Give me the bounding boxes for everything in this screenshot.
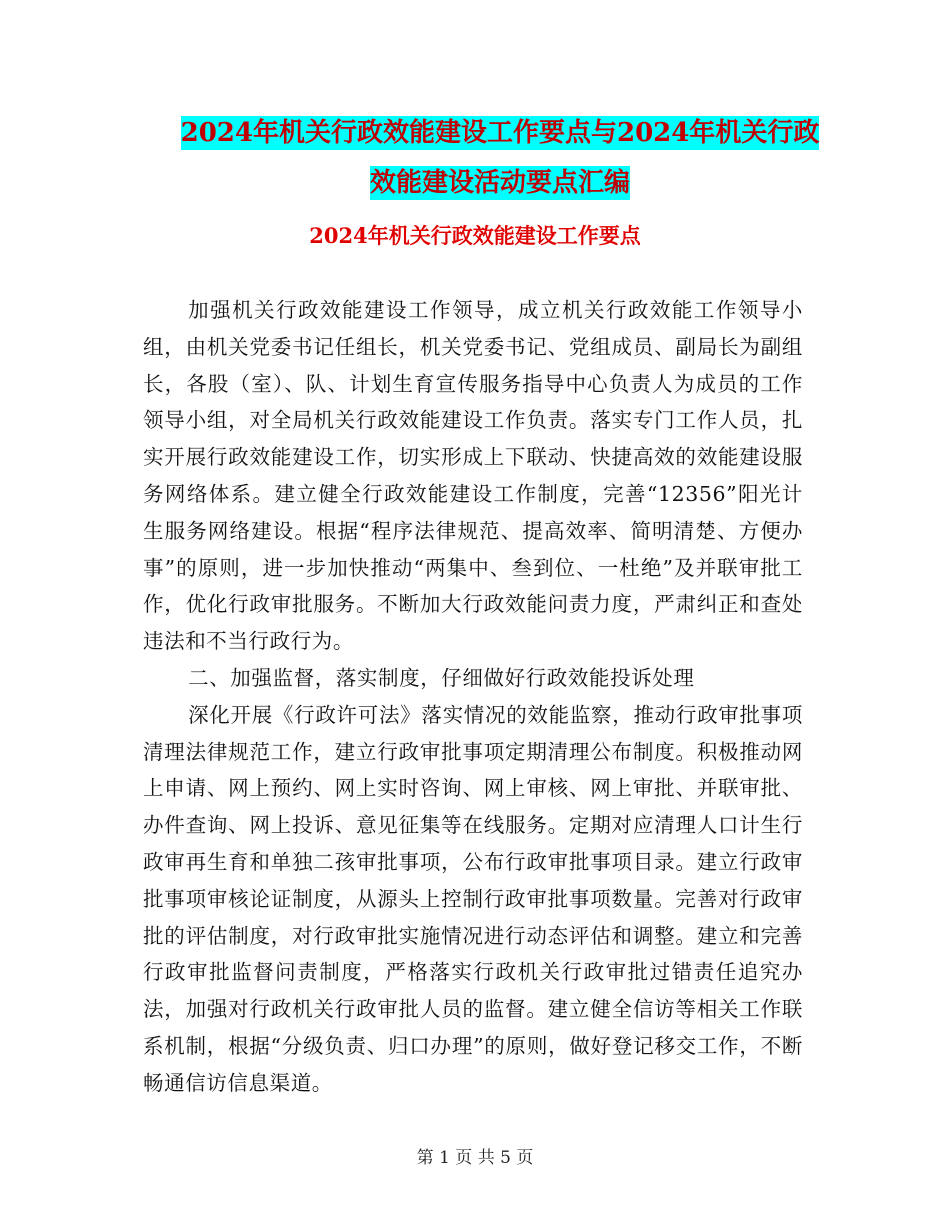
- body-paragraph-1: 加强机关行政效能建设工作领导，成立机关行政效能工作领导小组，由机关党委书记任组长，机关党委书记、党组成员、副局长为副组长，各股（室）、队、计划生育宣传服务指导中心负责人为成员的工作领导小组，对全局机关行政效能建设工作负责。落实专门工作人员，扎实开展行政效能建设工作，切实形成上下联动、快捷高效的效能建设服务网络体系。建立健全行政效能建设工作制度，完善“12356”阳光计生服务网络建设。根据“程序法律规范、提高效率、简明清楚、方便办事”的原则，进一步加快推动“两集中、叁到位、一杜绝”及并联审批工作，优化行政审批服务。不断加大行政效能问责力度，严肃纠正和查处违法和不当行政行为。: [143, 298, 803, 654]
- document-title-line2: 效能建设活动要点汇编: [369, 168, 630, 198]
- body-paragraph-3: 深化开展《行政许可法》落实情况的效能监察，推动行政审批事项清理法律规范工作，建立行政审批事项定期清理公布制度。积极推动网上申请、网上预约、网上实时咨询、网上审核、网上审批、并联审批、办件查询、网上投诉、意见征集等在线服务。定期对应清理人口计生行政审再生育和单独二孩审批事项，公布行政审批事项目录。建立行政审批事项审核论证制度，从源头上控制行政审批事项数量。完善对行政审批的评估制度，对行政审批实施情况进行动态评估和调整。建立和完善行政审批监督问责制度，严格落实行政机关行政审批过错责任追究办法，加强对行政机关行政审批人员的监督。建立健全信访等相关工作联系机制，根据“分级负责、归口办理”的原则，做好登记移交工作，不断畅通信访信息渠道。: [143, 702, 803, 1095]
- document-title: [150, 108, 850, 208]
- page-number-footer: 第 1 页 共 5 页: [416, 1148, 534, 1168]
- document-body: [143, 292, 803, 1102]
- document-title-line1: 2024年机关行政效能建设工作要点与2024年机关行政: [180, 118, 820, 148]
- section-title: 2024年机关行政效能建设工作要点: [309, 223, 641, 248]
- body-paragraph-2-heading: 二、加强监督，落实制度，仔细做好行政效能投诉处理: [188, 665, 695, 690]
